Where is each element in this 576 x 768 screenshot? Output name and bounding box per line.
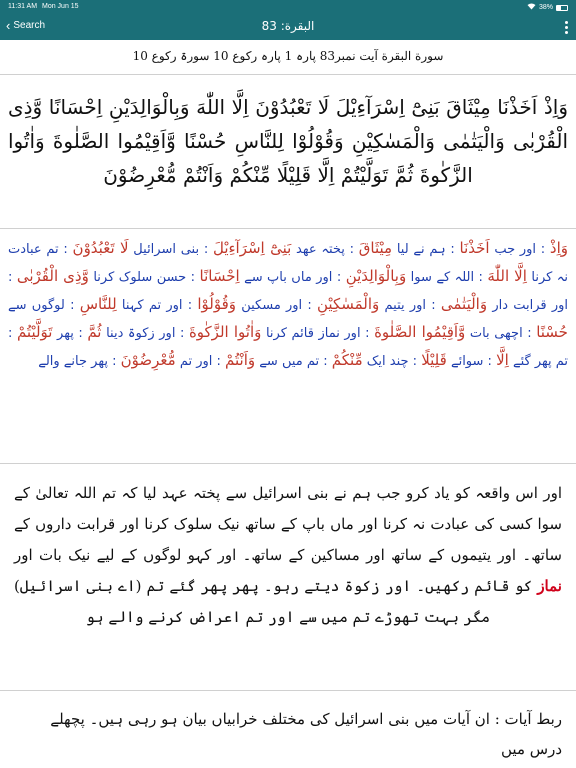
word-urdu: اور قرابت دار — [492, 298, 569, 313]
word-arabic: اِلَّا — [496, 351, 509, 369]
word-pair: مُّعْرِضُوْنَ : پھر جانے والے — [38, 351, 176, 369]
word-urdu: تم میں سے — [259, 354, 320, 369]
word-arabic: وَبِالْوَالِدَيْنِ — [345, 267, 407, 285]
word-pair: مِيْثَاقَ : پختہ عھد — [296, 239, 393, 257]
word-arabic: حُسْنًا — [536, 323, 568, 341]
word-urdu: سوائے — [450, 354, 484, 369]
translation-text: کو قائم رکھیں۔ اور زکوۃ دیتے رہو۔ پھر پھر گئے تم (اے بنی اسرائیل) مگر بہت تھوڑے تم میں سے اور تم اعراض کرنے والے ہو — [14, 577, 533, 626]
chevron-left-icon: ‹ — [6, 18, 11, 33]
word-pair: مِّنْكُمْ : تم میں سے — [259, 351, 363, 369]
more-menu-icon[interactable] — [565, 21, 568, 34]
word-by-word-translation — [8, 235, 568, 375]
word-pair: اِحْسَانًا : حسن سلوک کرنا — [93, 267, 240, 285]
word-arabic: وَّذِى الْقُرْبٰى — [16, 267, 89, 285]
word-arabic: قَلِيْلًا — [421, 351, 447, 369]
battery-percent: 38% — [538, 4, 553, 11]
word-pair: حُسْنًا : اچھی بات — [469, 323, 568, 341]
status-time: 11:31 AM — [8, 3, 38, 10]
word-arabic: تَوَلَّيْتُمْ — [16, 323, 53, 341]
word-pair: اِلَّا : سوائے — [450, 351, 509, 369]
word-urdu: لوگوں سے — [8, 298, 65, 313]
divider — [0, 228, 576, 229]
word-urdu: ہم نے لیا — [396, 242, 446, 257]
battery-fill — [557, 6, 561, 10]
word-urdu: اور یتیم — [384, 298, 427, 313]
word-pair: وَّاَقِيْمُوا الصَّلٰوةَ : اور نماز قائم کرنا — [265, 323, 466, 341]
word-arabic: لِلنَّاسِ — [79, 295, 117, 313]
word-arabic: وَالْمَسٰكِيْنِ — [317, 295, 380, 313]
status-date: Mon Jun 15 — [42, 3, 79, 10]
word-arabic: اَخَذْنَا — [459, 239, 490, 257]
wifi-icon — [527, 3, 536, 12]
battery-icon — [556, 5, 568, 11]
word-urdu: تم پھر گئے — [512, 354, 568, 369]
word-arabic: مِّنْكُمْ — [331, 351, 363, 369]
word-urdu: اور ماں باپ سے — [244, 270, 333, 285]
word-urdu: اور نماز قائم کرنا — [265, 326, 361, 341]
word-pair: وَّذِى الْقُرْبٰى : اور قرابت دار — [8, 267, 569, 313]
verse-reference: سورة البقرة آیت نمبر83 پارہ 1 پارہ رکوع 10 سورۃ رکوع 10 — [132, 49, 444, 63]
context-text: ربط آیات : ان آیات میں بنی اسرائیل کی مختلف خرابیاں بیان ہو رہی ہیں۔ پچھلے درس میں — [50, 710, 562, 758]
word-pair: ثُمَّ : پھر — [57, 323, 102, 341]
word-pair: اِلَّا اللّٰهَ : اللہ کے سوا — [410, 267, 527, 285]
word-arabic: مُّعْرِضُوْنَ — [120, 351, 176, 369]
word-pair: وَقُوْلُوْا : اور تم کہنا — [121, 295, 236, 313]
word-arabic: بَنِىْٓ اِسْرَآءِيْلَ — [212, 239, 292, 257]
word-pair: وَاٰتُوا الزَّكٰوةَ : اور زکوۃ دینا — [106, 323, 262, 341]
word-urdu: اور زکوۃ دینا — [106, 326, 176, 341]
word-urdu: پختہ عھد — [296, 242, 345, 257]
word-pair: لَا تَعْبُدُوْنَ : تم عبادت نہ کرنا — [8, 239, 568, 285]
word-arabic: اِحْسَانًا — [199, 267, 240, 285]
urdu-translation — [14, 478, 562, 633]
page-title: البقرة: 83 — [261, 19, 315, 33]
word-urdu: تم عبادت نہ کرنا — [8, 242, 568, 285]
word-urdu: اور تم کہنا — [121, 298, 183, 313]
word-pair: قَلِيْلًا : چند ایک — [366, 351, 447, 369]
back-label: Search — [13, 20, 46, 31]
word-urdu: حسن سلوک کرنا — [93, 270, 187, 285]
status-right — [527, 3, 568, 12]
word-arabic: وَّاَقِيْمُوا الصَّلٰوةَ — [374, 323, 466, 341]
word-arabic: مِيْثَاقَ — [358, 239, 393, 257]
word-pair: وَالْمَسٰكِيْنِ : اور مسکین — [241, 295, 380, 313]
word-pair: وَبِالْوَالِدَيْنِ : اور ماں باپ سے — [244, 267, 407, 285]
translation-text: اور اس واقعہ کو یاد کرو جب ہم نے بنی اسرائیل سے پختہ عہد لیا کہ تم اللہ تعالیٰ کے سوا کسی کی عبادت نہ کرنا اور ماں باپ کے ساتھ نیک سلوک کرنا اور قرابت داروں کے ساتھ۔ اور یتیموں کے ساتھ اور مساکین کے ساتھ۔ اور کہو لوگوں کے لیے نیک بات اور — [14, 484, 562, 564]
divider — [0, 74, 576, 75]
verse-arabic-text: وَاِذْ اَخَذْنَا مِيْثَاقَ بَنِىْٓ اِسْرَآءِيْلَ لَا تَعْبُدُوْنَ اِلَّا اللّٰهَ وَبِالْوَالِدَيْنِ اِحْسَانًا وَّذِى الْقُرْبٰى وَالْيَتٰمٰى وَالْمَسٰكِيْنِ وَقُوْلُوْا لِلنَّاسِ حُسْنًا وَّاَقِيْمُوا الصَّلٰوةَ وَاٰتُوا الزَّكٰوةَ ثُمَّ تَوَلَّيْتُمْ اِلَّا قَلِيْلًا مِّنْكُمْ وَاَنْتُمْ مُّعْرِضُوْنَ — [8, 95, 568, 187]
word-arabic: لَا تَعْبُدُوْنَ — [72, 239, 129, 257]
word-urdu: بنی اسرائیل — [133, 242, 200, 257]
word-urdu: پھر — [57, 326, 74, 341]
word-urdu: اور مسکین — [241, 298, 303, 313]
word-pair: اَخَذْنَا : ہم نے لیا — [396, 239, 490, 257]
word-urdu: اور جب — [494, 242, 537, 257]
word-arabic: اِلَّا اللّٰهَ — [487, 267, 527, 285]
word-urdu: پھر جانے والے — [38, 354, 108, 369]
word-arabic: وَاٰتُوا الزَّكٰوةَ — [188, 323, 262, 341]
word-pair: وَاَنْتُمْ : اور تم — [179, 351, 256, 369]
word-arabic: وَاِذْ — [549, 239, 568, 257]
word-pair: بَنِىْٓ اِسْرَآءِيْلَ : بنی اسرائیل — [133, 239, 292, 257]
divider — [0, 690, 576, 691]
word-arabic: وَاَنْتُمْ — [225, 351, 256, 369]
status-bar — [0, 0, 576, 14]
word-urdu: چند ایک — [366, 354, 409, 369]
word-pair: وَاِذْ : اور جب — [494, 239, 568, 257]
word-urdu: اچھی بات — [469, 326, 523, 341]
word-pair: وَالْيَتٰمٰى : اور یتیم — [384, 295, 488, 313]
word-arabic: وَقُوْلُوْا — [197, 295, 236, 313]
divider — [0, 463, 576, 464]
word-pair: تَوَلَّيْتُمْ : تم پھر گئے — [8, 323, 568, 369]
word-arabic: ثُمَّ — [87, 323, 102, 341]
word-urdu: اور تم — [179, 354, 213, 369]
word-pair: لِلنَّاسِ : لوگوں سے — [8, 295, 117, 313]
word-arabic: وَالْيَتٰمٰى — [440, 295, 488, 313]
translation-highlight: نماز — [537, 577, 562, 595]
word-urdu: اللہ کے سوا — [410, 270, 475, 285]
navigation-bar — [0, 14, 576, 40]
